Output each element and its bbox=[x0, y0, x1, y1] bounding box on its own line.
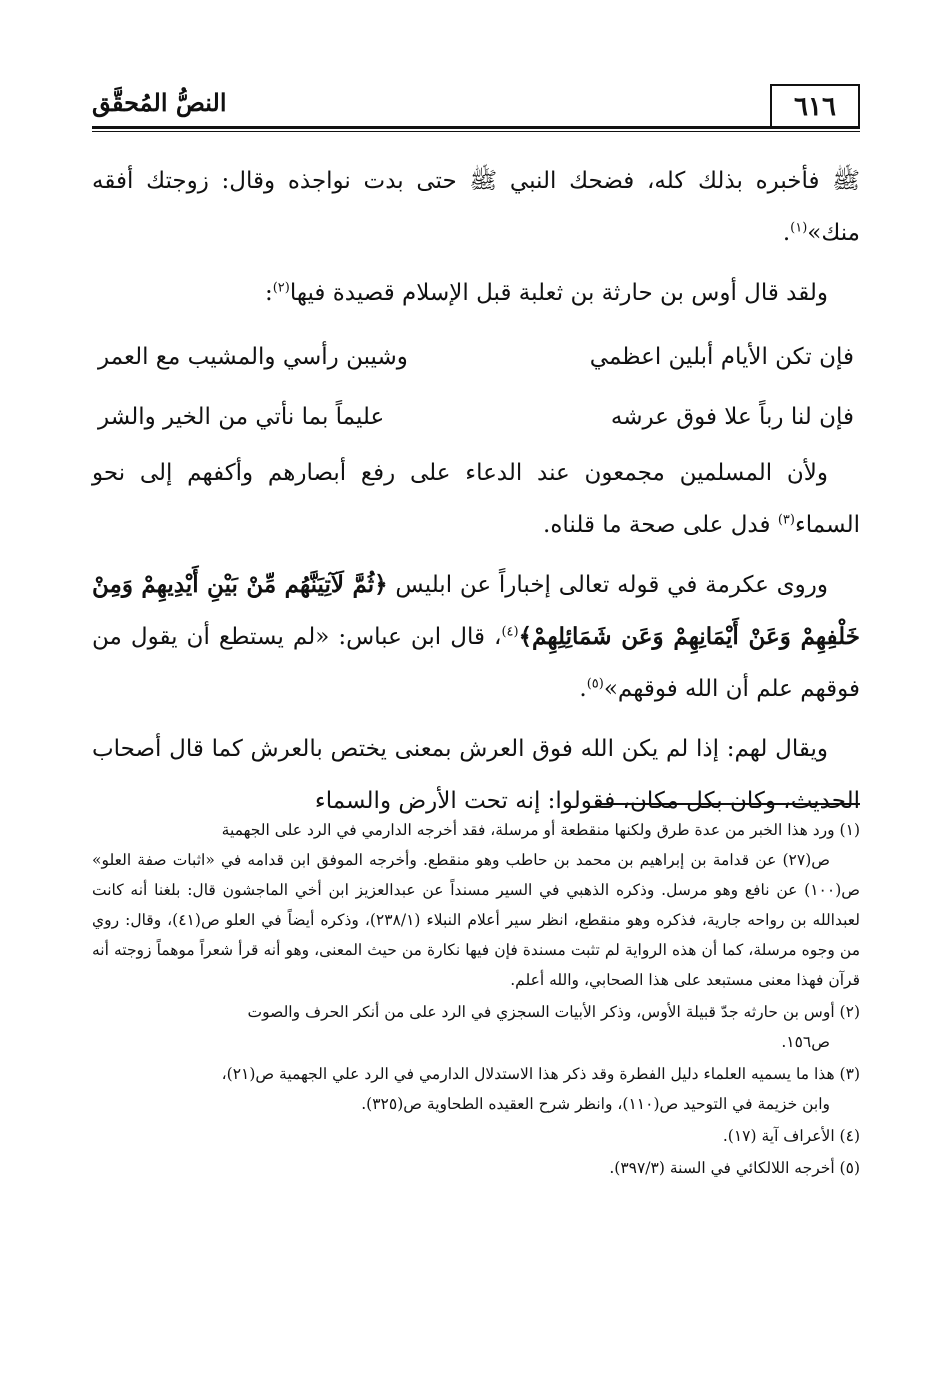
paragraph-5: ويقال لهم: إذا لم يكن الله فوق العرش بمعنى يختص بالعرش كما قال أصحاب الحديث، وكان بكل مكان، فقولوا: إنه تحت الأرض والسماء bbox=[92, 736, 860, 814]
quran-quote: ﴿ثُمَّ لَآتِيَنَّهُم مِّنْ بَيْنِ أَيْدِيهِمْ وَمِنْ خَلْفِهِمْ وَعَنْ أَيْمَانِهِمْ وَعَن شَمَائِلِهِمْ﴾ bbox=[92, 571, 861, 650]
page-header bbox=[92, 78, 860, 138]
poem-verse-2 bbox=[92, 387, 860, 447]
footnote-ref-2[interactable]: (٢) bbox=[272, 280, 290, 296]
footnote-ref-5[interactable]: (٥) bbox=[586, 676, 604, 692]
footnote-separator bbox=[597, 803, 860, 805]
footnote-ref-4[interactable]: (٤) bbox=[501, 624, 519, 640]
footnote-2: (٢) أوس بن حارثه جدّ قبيلة الأوس، وذكر الأبيات السجزي في الرد على من أنكر الحرف والصوت ص١٥٦. bbox=[247, 1003, 860, 1051]
footnote-3: (٣) هذا ما يسميه العلماء دليل الفطرة وقد ذكر هذا الاستدلال الدارمي في الرد علي الجهمية ص(٢١)، وابن خزيمة في التوحيد ص(١١٠)، وانظر شرح العقيده الطحاوية ص(٣٢٥). bbox=[221, 1065, 860, 1113]
verse-2-second-hemistich: عليماً بما نأتي من الخير والشر bbox=[98, 404, 385, 430]
header-rule-thin bbox=[92, 131, 860, 132]
main-text bbox=[92, 155, 860, 835]
page-number: ٦١٦ bbox=[770, 84, 860, 128]
footnote-5: (٥) أخرجه اللالكائي في السنة (٣٩٧/٣). bbox=[609, 1159, 860, 1177]
footnotes bbox=[92, 815, 860, 1185]
footnote-4: (٤) الأعراف آية (١٧). bbox=[722, 1127, 860, 1145]
verse-1-first-hemistich: فإن تكن الأيام أبلين اعظمي bbox=[589, 344, 854, 370]
paragraph-3-text: ولأن المسلمين مجمعون عند الدعاء على رفع أبصارهم وأكفهم إلى نحو السماء bbox=[92, 460, 860, 538]
header-rule bbox=[92, 126, 860, 129]
footnote-1: (١) ورد هذا الخبر من عدة طرق ولكنها منقطعة أو مرسلة، فقد أخرجه الدارمي في الرد على الجهمية ص(٢٧) عن قدامة بن إبراهيم بن محمد بن حاطب وهو منقطع. وأخرجه الموفق ابن قدامه في «اثبات صفة العلو» ص(١٠٠) عن نافع وهو مرسل. وذكره الذهبي في السير مسنداً عن عبدالعزيز ابن أخي الماجشون قال: بلغنا أنه كانت لعبدالله بن رواحه جارية، فذكره وهو منقطع، انظر سير أعلام النبلاء (٢٣٨/١)، وذكره أيضاً في العلو ص(٤١)، وقال: روي من وجوه مرسلة، كما أن هذه الرواية لم تثبت مسندة فإن فيها نكارة من حيث المعنى، وهو أنه قرأ شعراً موهماً زوجته أنه قرآن فهذا معنى مستبعد على هذا الصحابي، والله أعلم. bbox=[92, 821, 860, 989]
paragraph-2: ولقد قال أوس بن حارثة بن ثعلبة قبل الإسلام قصيدة فيها$^{(٢)}$: bbox=[264, 280, 828, 306]
paragraph-3: ولأن المسلمين مجمعون عند الدعاء على رفع أبصارهم وأكفهم إلى نحو السماء$^{(٣)}$ فدل على صحة ما قلناه. bbox=[92, 460, 860, 538]
verse-1-second-hemistich: وشيبن رأسي والمشيب مع العمر bbox=[98, 344, 408, 370]
paragraph-2-text: ولقد قال أوس بن حارثة بن ثعلبة قبل الإسلام قصيدة فيها bbox=[289, 280, 828, 306]
footnote-ref-1[interactable]: (١) bbox=[790, 220, 808, 236]
running-title: النصُّ المُحقَّق bbox=[92, 88, 227, 117]
paragraph-4: وروى عكرمة في قوله تعالى إخباراً عن ابليس ﴿ثُمَّ لَآتِيَنَّهُم مِّنْ بَيْنِ أَيْدِيهِمْ وَمِنْ خَلْفِهِمْ وَعَنْ أَيْمَانِهِمْ وَعَن شَمَائِلِهِمْ﴾$^{(٤)}$، قال ابن عباس: «لم يستطع أن يقول من فوقهم علم أن الله فوقهم»$^{(٥)}$. bbox=[92, 571, 861, 702]
verse-2-first-hemistich: فإن لنا رباً علا فوق عرشه bbox=[610, 404, 854, 430]
paragraph-1: ﷺ فأخبره بذلك كله، فضحك النبي ﷺ حتى بدت نواجذه وقال: زوجتك أفقه منك»$^{(١)}$. bbox=[92, 168, 860, 246]
footnote-ref-3[interactable]: (٣) bbox=[777, 512, 795, 528]
paragraph-1-text: ﷺ فأخبره بذلك كله، فضحك النبي ﷺ حتى بدت نواجذه وقال: زوجتك أفقه منك» bbox=[92, 168, 860, 246]
poem-verse-1 bbox=[92, 327, 860, 387]
